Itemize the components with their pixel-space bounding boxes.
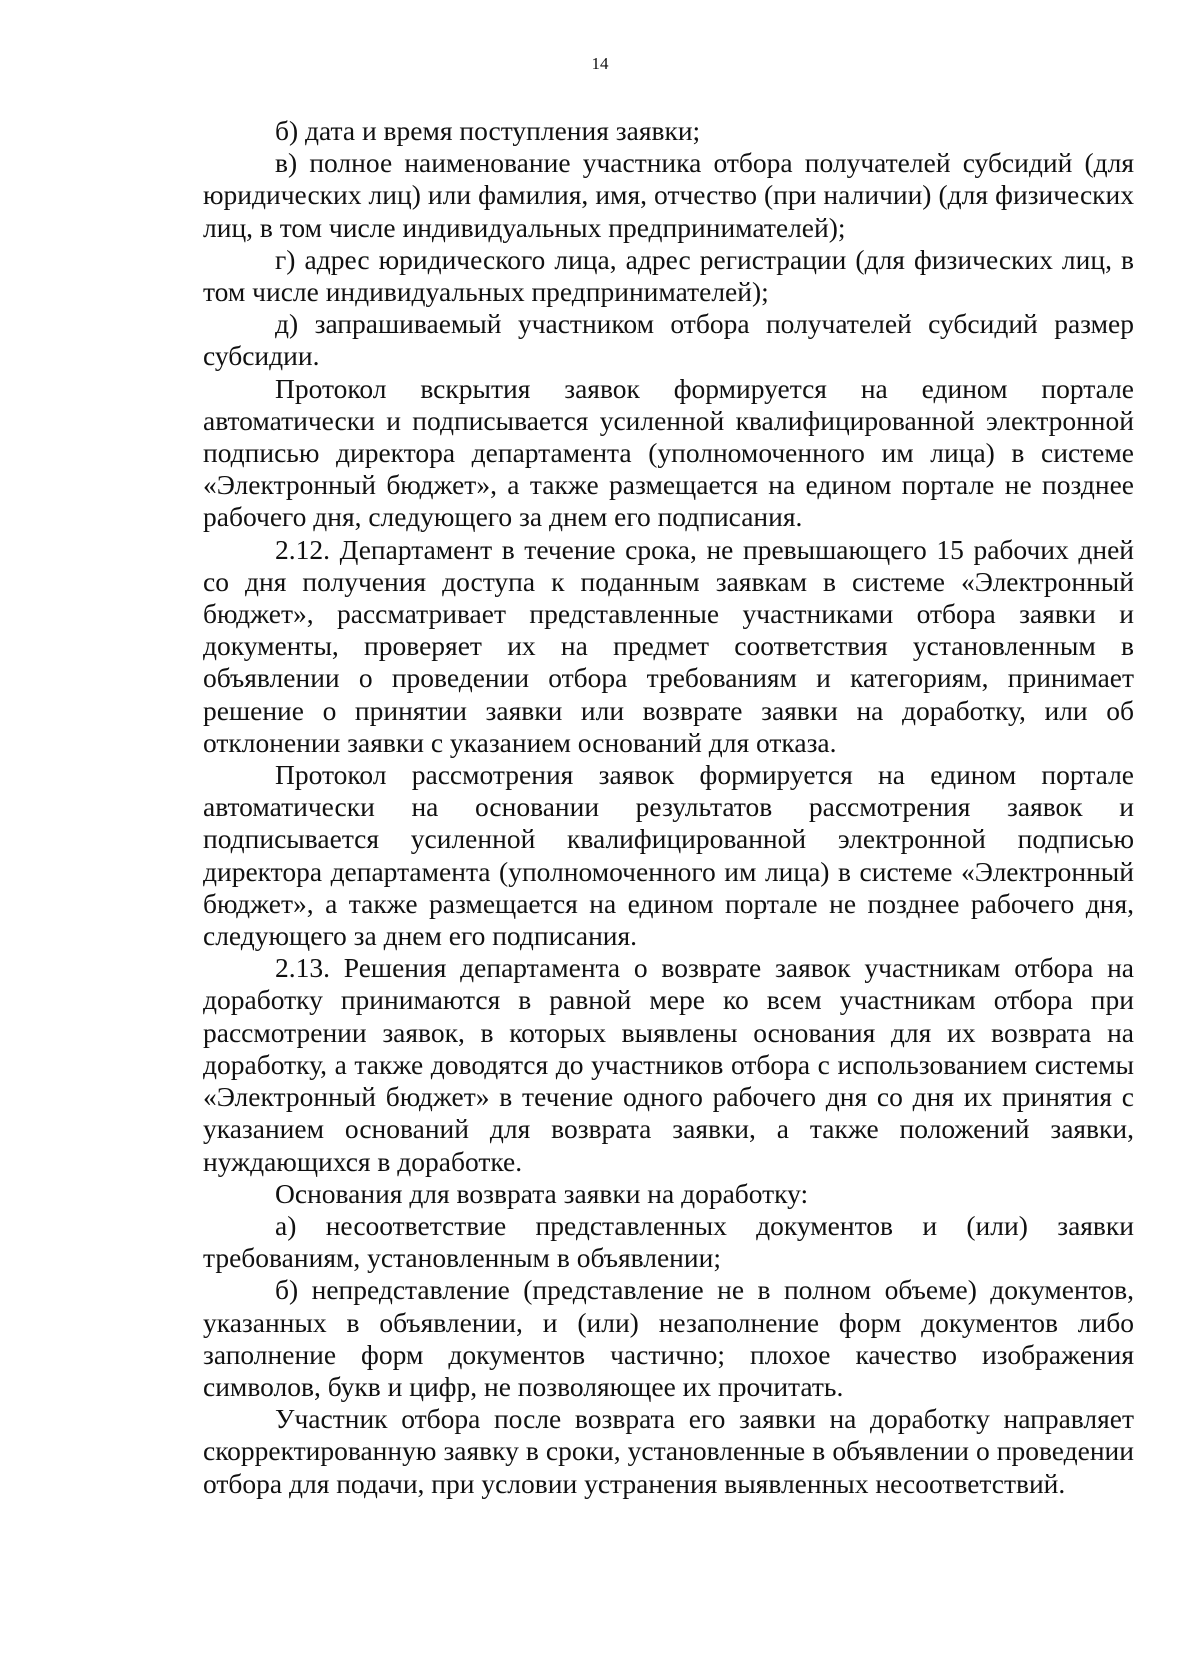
paragraph-resubmission: Участник отбора после возврата его заявки на доработку направляет скорректированную заявку в сроки, установленные в объявлении о проведении отбора для подачи, при условии устранения выявленных несоответствий. [203, 1403, 1134, 1499]
paragraph-item-b-date-time: б) дата и время поступления заявки; [275, 115, 701, 146]
paragraph-review-protocol: Протокол рассмотрения заявок формируется на едином портале автоматически на основании результатов рассмотрения заявок и подписывается усиленной квалифицированной электронной подписью директора департамента (уполномоченного им лица) в системе «Электронный бюджет», а также размещается на едином портале не позднее рабочего дня, следующего за днем его подписания. [203, 759, 1134, 952]
paragraph-item-g-address: г) адрес юридического лица, адрес регистрации (для физических лиц, в том числе индивидуальных предпринимателей); [203, 243, 1134, 308]
paragraph-return-grounds-heading: Основания для возврата заявки на доработку: [275, 1177, 809, 1209]
paragraph-item-d-subsidy-amount: д) запрашиваемый участником отбора получателей субсидий размер субсидии. [203, 308, 1134, 372]
page-number: 14 [591, 54, 609, 73]
paragraph-opening-protocol: Протокол вскрытия заявок формируется на едином портале автоматически и подписывается усиленной квалифицированной электронной подписью директора департамента (уполномоченного им лица) в системе «Электронный бюджет», а также размещается на едином портале не позднее рабочего дня, следующего за днем его подписания. [203, 372, 1134, 533]
paragraph-ground-a: а) несоответствие представленных документов и (или) заявки требованиям, установленным в объявлении; [203, 1209, 1134, 1274]
document-body [203, 115, 1134, 1500]
paragraph-ground-b: б) непредставление (представление не в полном объеме) документов, указанных в объявлении, и (или) незаполнение форм документов либо заполнение форм документов частично; плохое качество изображения символов, букв и цифр, не позволяющее их прочитать. [203, 1274, 1134, 1402]
paragraph-section-2-12: 2.12. Департамент в течение срока, не превышающего 15 рабочих дней со дня получения доступа к поданным заявкам в системе «Электронный бюджет», рассматривает представленные участниками отбора заявки и документы, проверяет их на предмет соответствия установленным в объявлении о проведении отбора требованиям и категориям, принимает решение о принятии заявки или возврате заявки на доработку, или об отклонении заявки с указанием оснований для отказа. [203, 533, 1134, 758]
paragraph-section-2-13: 2.13. Решения департамента о возврате заявок участникам отбора на доработку принимаются в равной мере ко всем участникам отбора при рассмотрении заявок, в которых выявлены основания для их возврата на доработку, а также доводятся до участников отбора с использованием системы «Электронный бюджет» в течение одного рабочего дня со дня их принятия с указанием оснований для возврата заявки, а также положений заявки, нуждающихся в доработке. [203, 952, 1134, 1177]
paragraph-item-v-full-name: в) полное наименование участника отбора получателей субсидий (для юридических лиц) или фамилия, имя, отчество (при наличии) (для физических лиц, в том числе индивидуальных предпринимателей); [203, 147, 1134, 243]
